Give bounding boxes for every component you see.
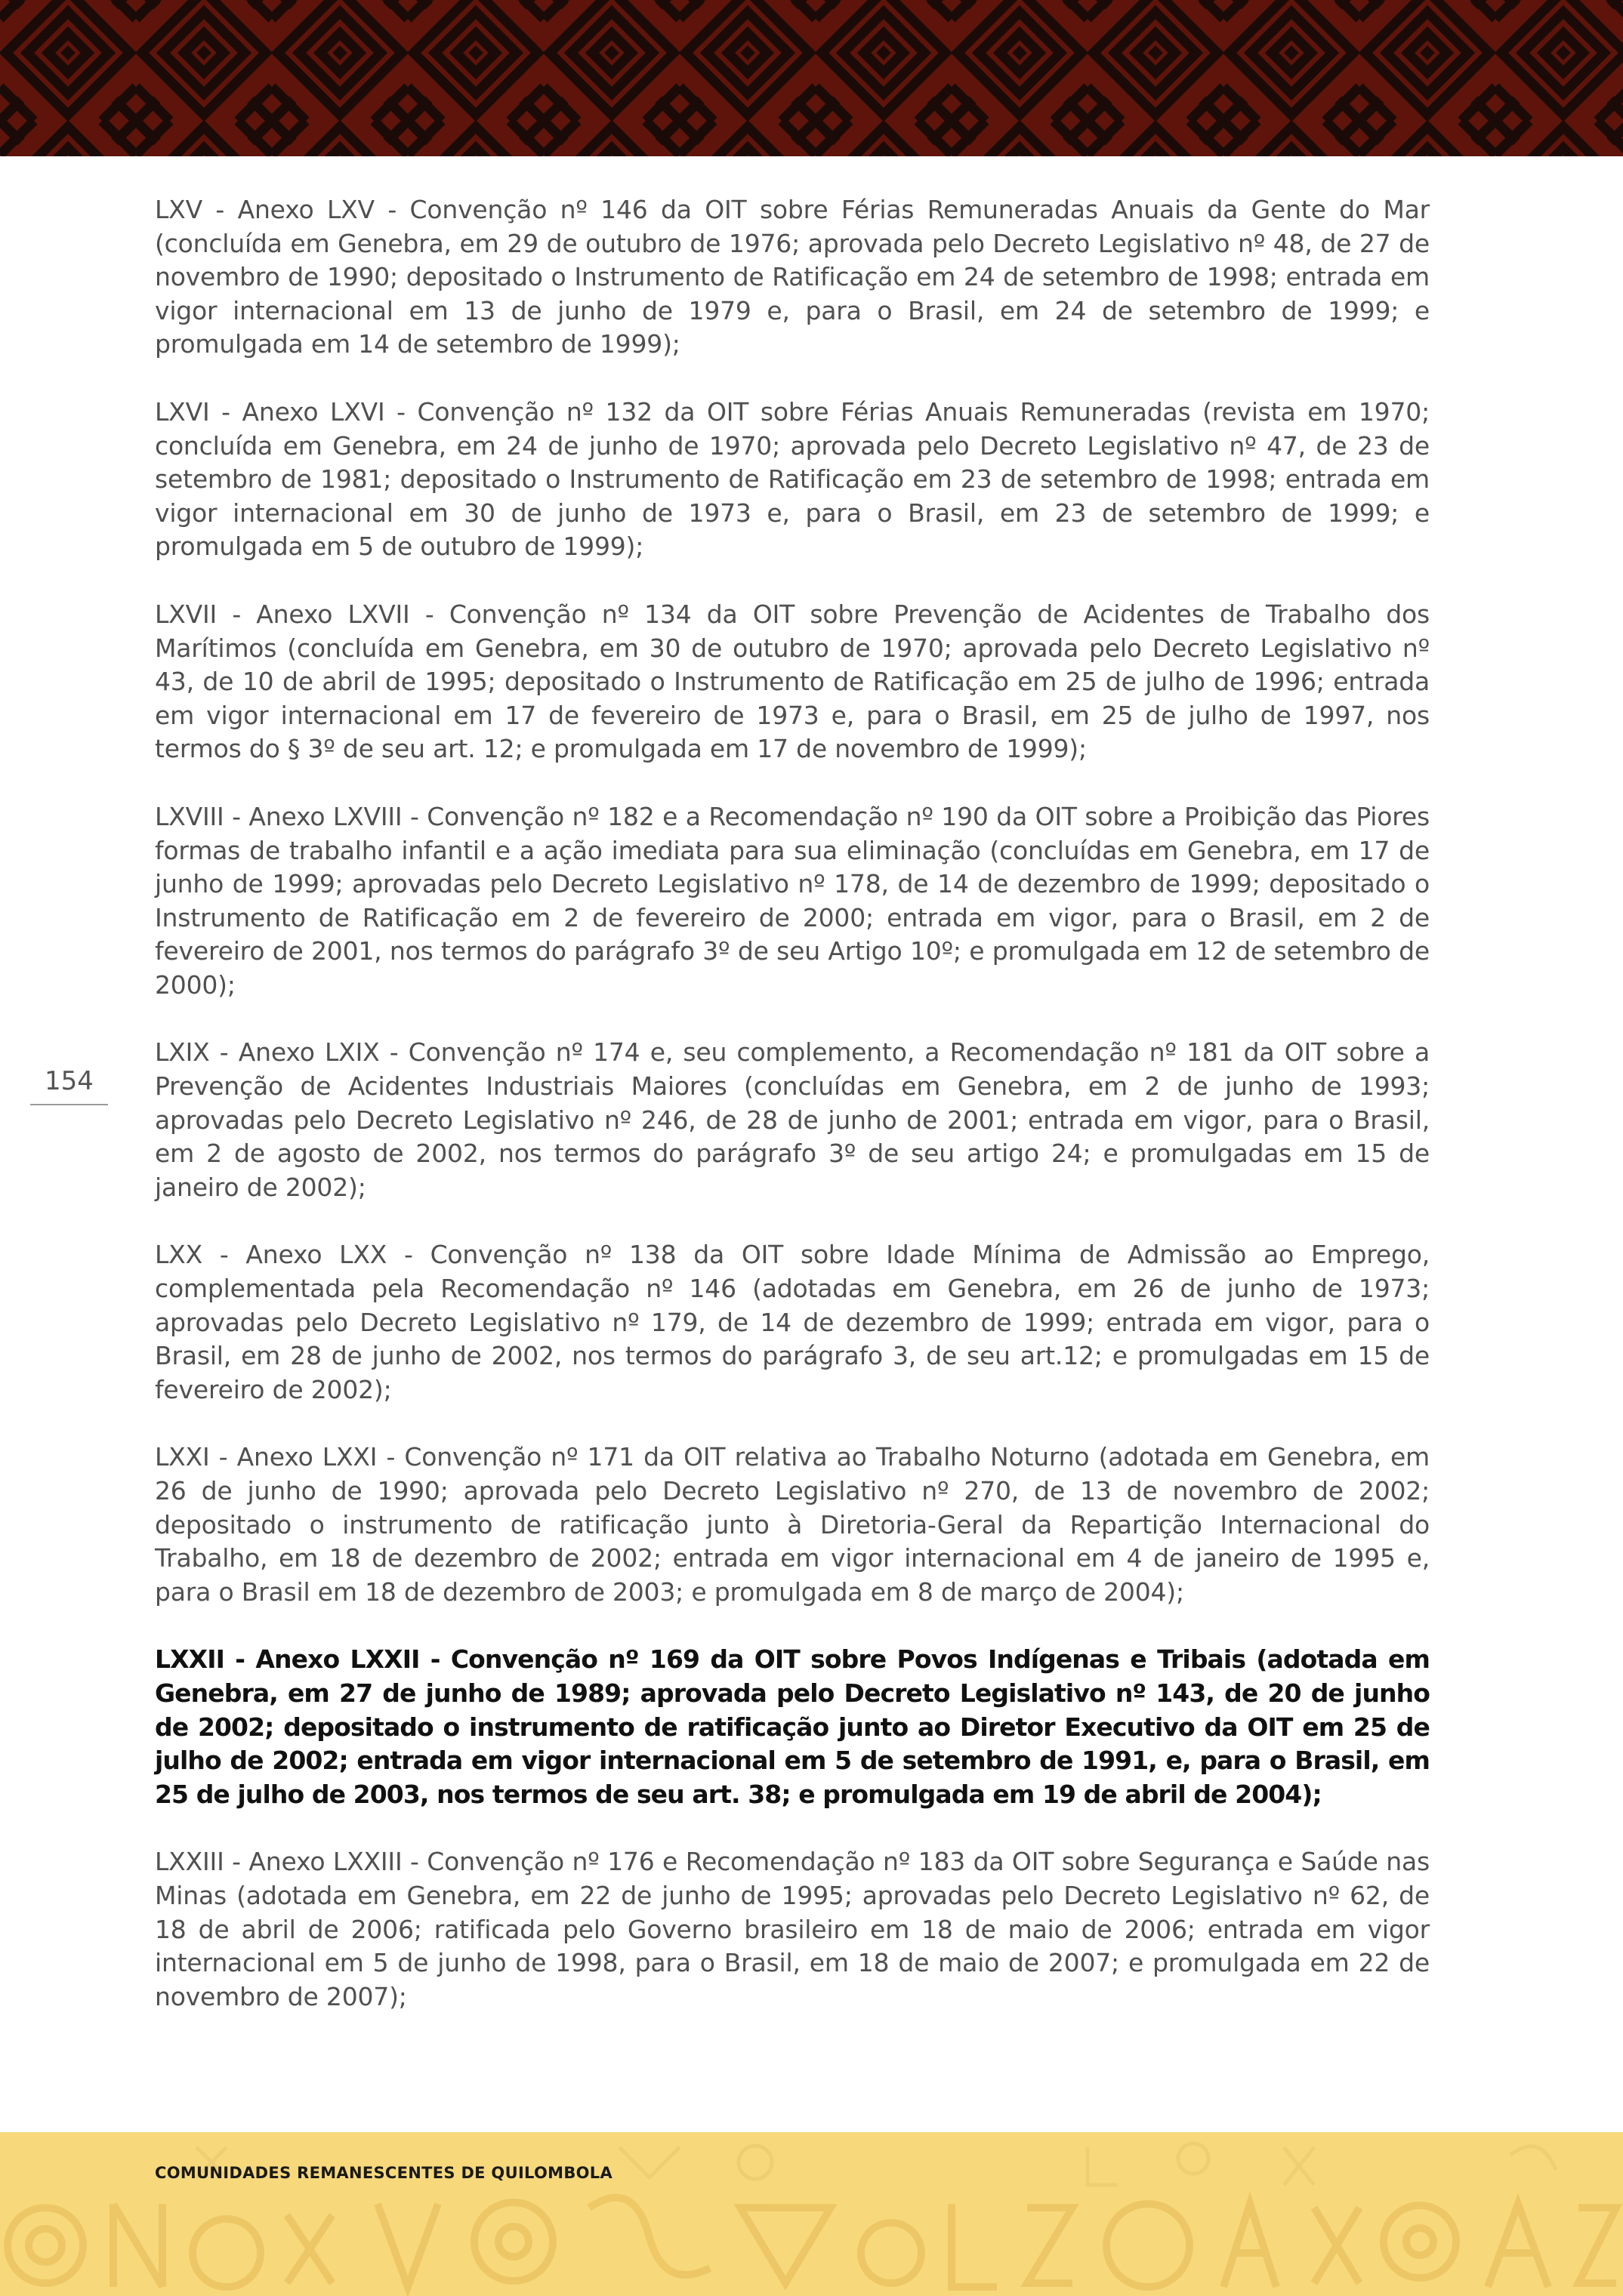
footer-band bbox=[0, 2132, 1623, 2296]
paragraph: LXVIII - Anexo LXVIII - Convenção nº 182 e a Recomendação nº 190 da OIT sobre a Proibição das Piores formas de trabalho infantil e a ação imediata para sua eliminação (concluídas em Genebra, em 17 de junho de 1999; aprovadas pelo Decreto Legislativo nº 178, de 14 de dezembro de 1999; depositado o Instrumento de Ratificação em 2 de fevereiro de 2000; entrada em vigor, para o Brasil, em 2 de fevereiro de 2001, nos termos do parágrafo 3º de seu Artigo 10º; e promulgada em 12 de setembro de 2000); bbox=[155, 801, 1430, 1000]
paragraph: LXX - Anexo LXX - Convenção nº 138 da OIT sobre Idade Mínima de Admissão ao Emprego, complementada pela Recomendação nº 146 (adotadas em Genebra, em 26 de junho de 1973; aprovadas pelo Decreto Legislativo nº 179, de 14 de dezembro de 1999; entrada em vigor, para o Brasil, em 28 de junho de 2002, nos termos do parágrafo 3, de seu art.12; e promulgadas em 15 de fevereiro de 2002); bbox=[155, 1240, 1430, 1404]
page-number: 154 bbox=[30, 1060, 108, 1105]
footer-glyph-pattern bbox=[0, 2132, 1623, 2296]
paragraph: LXVII - Anexo LXVII - Convenção nº 134 da OIT sobre Prevenção de Acidentes de Trabalho dos Marítimos (concluída em Genebra, em 30 de outubro de 1970; aprovada pelo Decreto Legislativo nº 43, de 10 de abril de 1995; depositado o Instrumento de Ratificação em 25 de julho de 1996; entrada em vigor internacional em 17 de fevereiro de 1973 e, para o Brasil, em 25 de julho de 1997, nos termos do § 3º de seu art. 12; e promulgada em 17 de novembro de 1999); bbox=[155, 599, 1430, 764]
document-body bbox=[155, 193, 1430, 2048]
paragraph: LXXI - Anexo LXXI - Convenção nº 171 da OIT relativa ao Trabalho Noturno (adotada em Genebra, em 26 de junho de 1990; aprovada pelo Decreto Legislativo nº 270, de 13 de novembro de 2002; depositado o instrumento de ratificação junto à Diretoria-Geral da Repartição Internacional do Trabalho, em 18 de dezembro de 2002; entrada em vigor internacional em 4 de janeiro de 1995 e, para o Brasil em 18 de dezembro de 2003; e promulgada em 8 de março de 2004); bbox=[155, 1442, 1430, 1607]
paragraph: LXXII - Anexo LXXII - Convenção nº 169 da OIT sobre Povos Indígenas e Tribais (adotada em Genebra, em 27 de junho de 1989; aprovada pelo Decreto Legislativo nº 143, de 20 de junho de 2002; depositado o instrumento de ratificação junto ao Diretor Executivo da OIT em 25 de julho de 2002; entrada em vigor internacional em 5 de setembro de 1991, e, para o Brasil, em 25 de julho de 2003, nos termos de seu art. 38; e promulgada em 19 de abril de 2004); bbox=[155, 1644, 1430, 1809]
paragraph: LXXIII - Anexo LXXIII - Convenção nº 176 e Recomendação nº 183 da OIT sobre Segurança e Saúde nas Minas (adotada em Genebra, em 22 de junho de 1995; aprovadas pelo Decreto Legislativo nº 62, de 18 de abril de 2006; ratificada pelo Governo brasileiro em 18 de maio de 2006; entrada em vigor internacional em 5 de junho de 1998, para o Brasil, em 18 de maio de 2007; e promulgada em 22 de novembro de 2007); bbox=[155, 1847, 1430, 2011]
paragraph: LXV - Anexo LXV - Convenção nº 146 da OIT sobre Férias Remuneradas Anuais da Gente do Mar (concluída em Genebra, em 29 de outubro de 1976; aprovada pelo Decreto Legislativo nº 48, de 27 de novembro de 1990; depositado o Instrumento de Ratificação em 24 de setembro de 1998; entrada em vigor internacional em 13 de junho de 1979 e, para o Brasil, em 24 de setembro de 1999; e promulgada em 14 de setembro de 1999); bbox=[155, 195, 1430, 359]
geometric-pattern bbox=[0, 0, 1623, 156]
paragraph: LXIX - Anexo LXIX - Convenção nº 174 e, seu complemento, a Recomendação nº 181 da OIT sobre a Prevenção de Acidentes Industriais Maiores (concluídas em Genebra, em 2 de junho de 1993; aprovadas pelo Decreto Legislativo nº 246, de 28 de junho de 2001; entrada em vigor, para o Brasil, em 2 de agosto de 2002, nos termos do parágrafo 3º de seu artigo 24; e promulgadas em 15 de janeiro de 2002); bbox=[155, 1037, 1430, 1202]
top-decorative-banner bbox=[0, 0, 1623, 156]
paragraph: LXVI - Anexo LXVI - Convenção nº 132 da OIT sobre Férias Anuais Remuneradas (revista em 1970; concluída em Genebra, em 24 de junho de 1970; aprovada pelo Decreto Legislativo nº 47, de 23 de setembro de 1981; depositado o Instrumento de Ratificação em 23 de setembro de 1998; entrada em vigor internacional em 30 de junho de 1973 e, para o Brasil, em 23 de setembro de 1999; e promulgada em 5 de outubro de 1999); bbox=[155, 396, 1430, 562]
footer-title: COMUNIDADES REMANESCENTES DE QUILOMBOLA bbox=[155, 2164, 613, 2182]
